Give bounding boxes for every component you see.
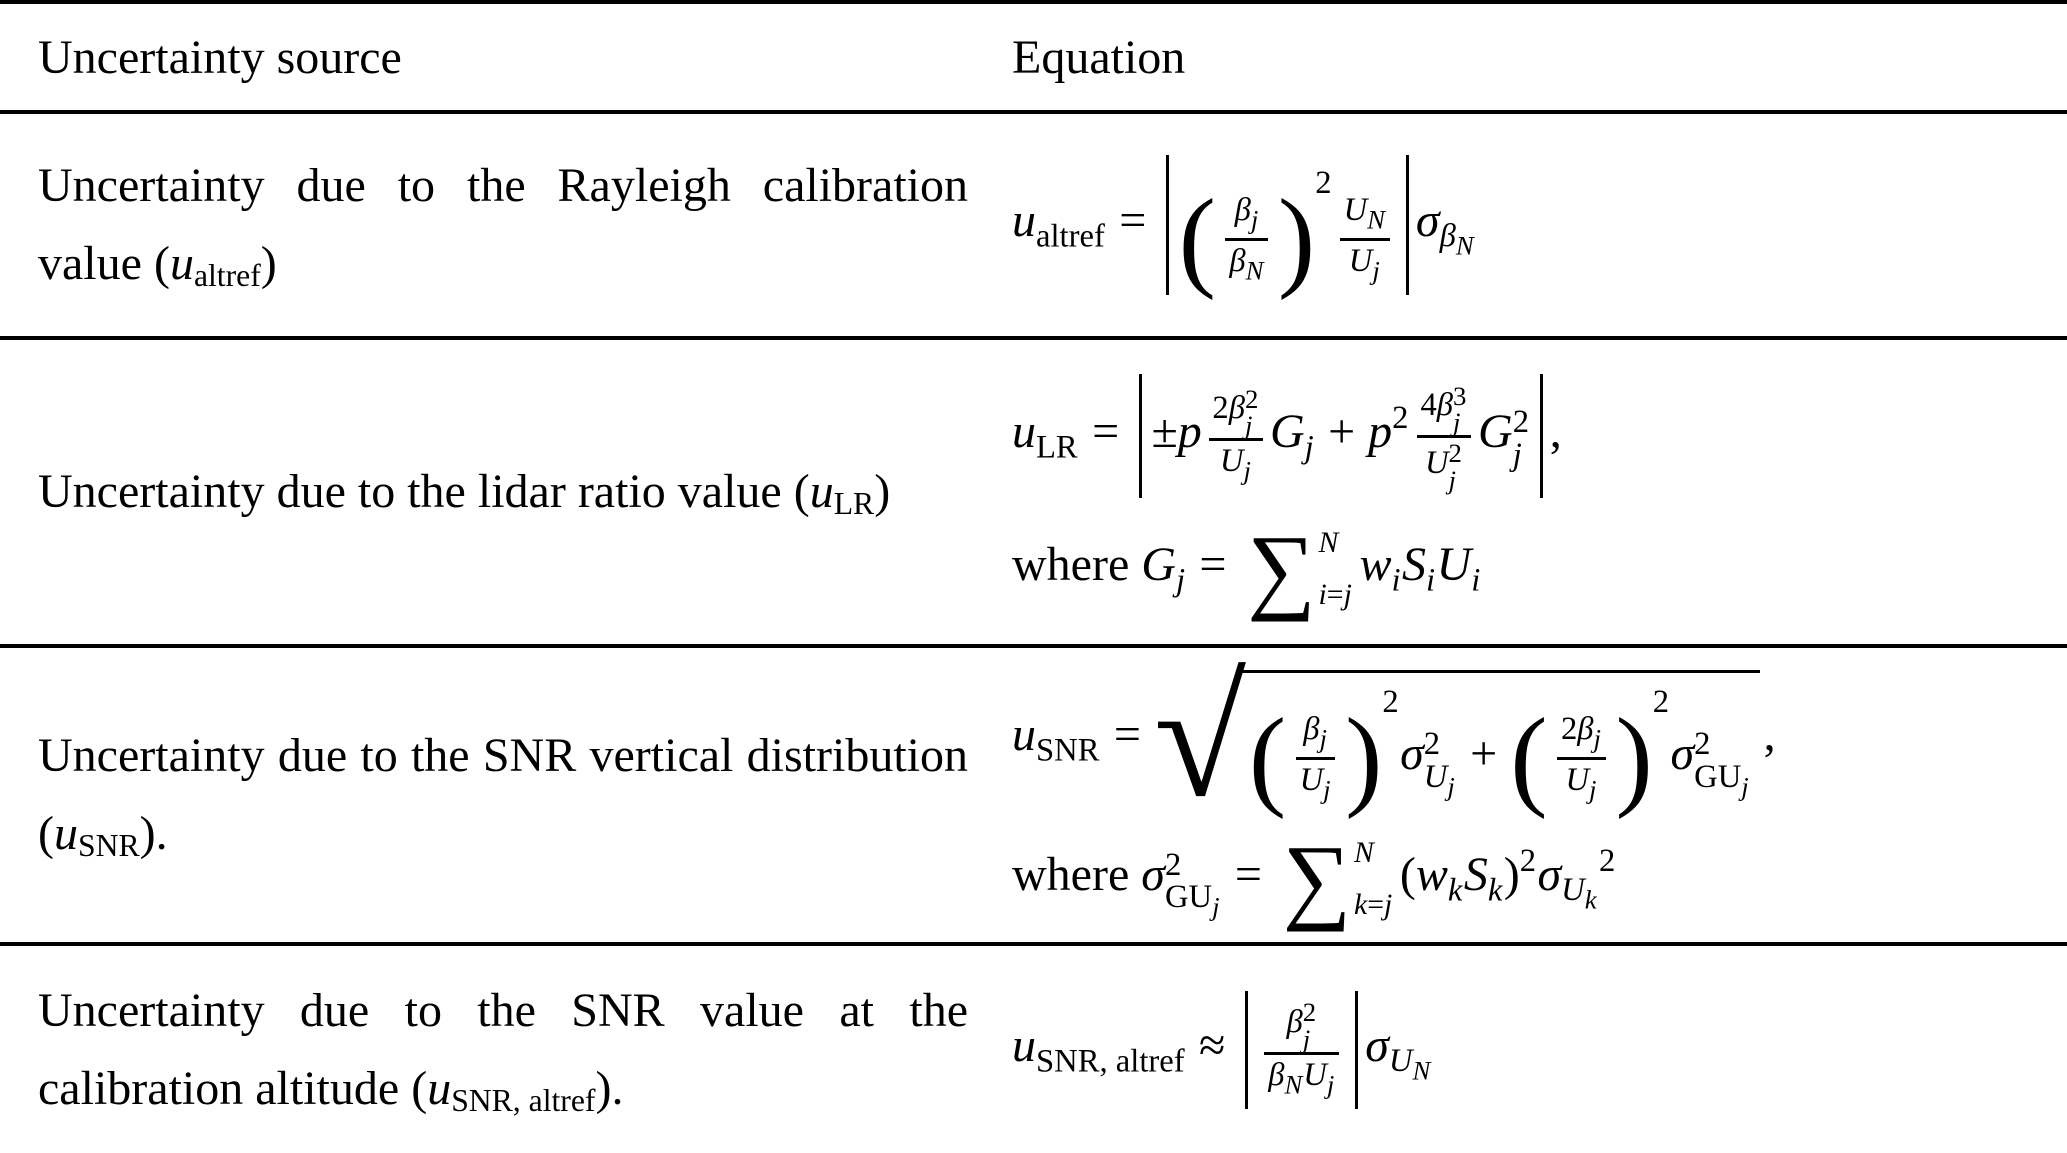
source-text: Uncertainty due to the Rayleigh calibration value (	[38, 159, 968, 290]
source-description	[38, 453, 968, 531]
source-symbol: u	[427, 1062, 452, 1115]
equation-cell	[1012, 374, 2041, 623]
equation-cell	[1012, 991, 2041, 1109]
source-description	[38, 147, 968, 303]
source-symbol: u	[809, 465, 834, 519]
equation-cell	[1012, 646, 2041, 933]
source-text: )	[260, 237, 277, 290]
table-row	[0, 114, 2067, 336]
equation-line: where σ 2 $GU_j$ = ∑ N k=j $(w_kS_k)^2\sigma_{U_k}^2$	[1012, 825, 1616, 933]
equation-line: $u_{SNR, altref}$ ≈ β 2 j $\beta_NU_j$ $\sigma_{U_N}$	[1012, 991, 2041, 1109]
source-text: )	[874, 465, 891, 519]
source-description	[38, 972, 968, 1128]
column-header-uncertainty-source: Uncertainty source	[38, 30, 402, 84]
source-symbol: u	[53, 807, 78, 860]
source-cell	[38, 453, 1012, 531]
source-symbol: SNR, altref	[451, 1082, 596, 1118]
equation-line: where $G_j$ = ∑ N i=j $w_iS_iU_i$	[1012, 515, 1481, 623]
source-symbol: altref	[193, 257, 261, 293]
source-cell	[38, 147, 1012, 303]
source-symbol: LR	[833, 486, 875, 522]
equation-cell	[1012, 155, 2041, 302]
table-row	[0, 946, 2067, 1153]
source-cell	[38, 972, 1012, 1128]
source-text: Uncertainty due to the lidar ratio value (	[38, 465, 810, 519]
table-header-row	[0, 4, 2067, 110]
source-text: Uncertainty due to the SNR vertical distribution (	[38, 729, 968, 860]
table-row	[0, 648, 2067, 942]
source-symbol: SNR	[77, 827, 140, 863]
source-description	[38, 717, 968, 873]
table-body	[0, 114, 2067, 1153]
source-cell	[38, 717, 1012, 873]
column-header-equation: Equation	[1012, 30, 1186, 84]
table-row	[0, 340, 2067, 644]
equation-line: $u_{LR}$ = ±p 2β 2 j $U_j$ $G_j + p^2$ 4β 3 j U 2 j G 2 j ,	[1012, 374, 2041, 498]
source-text: Uncertainty due to the SNR value at the calibration altitude (	[38, 984, 968, 1115]
source-text: ).	[595, 1062, 624, 1115]
source-symbol: u	[169, 237, 194, 290]
source-text: ).	[139, 807, 168, 860]
equation-line: $u_{SNR}$ = √ ( $\beta_j$ $U_j$ ) $^2$σ 2 $U_j$ + ( $2\beta_j$ $U_j$ ) $^2$σ 2 $GU_j$ ,	[1012, 646, 1776, 833]
equation-line: $u_{altref}$ = ( $\beta_j$ $\beta_N$ ) $^2$ $\frac{U_N}{U_j}$ $\sigma_{\beta_N}$	[1012, 155, 2041, 295]
